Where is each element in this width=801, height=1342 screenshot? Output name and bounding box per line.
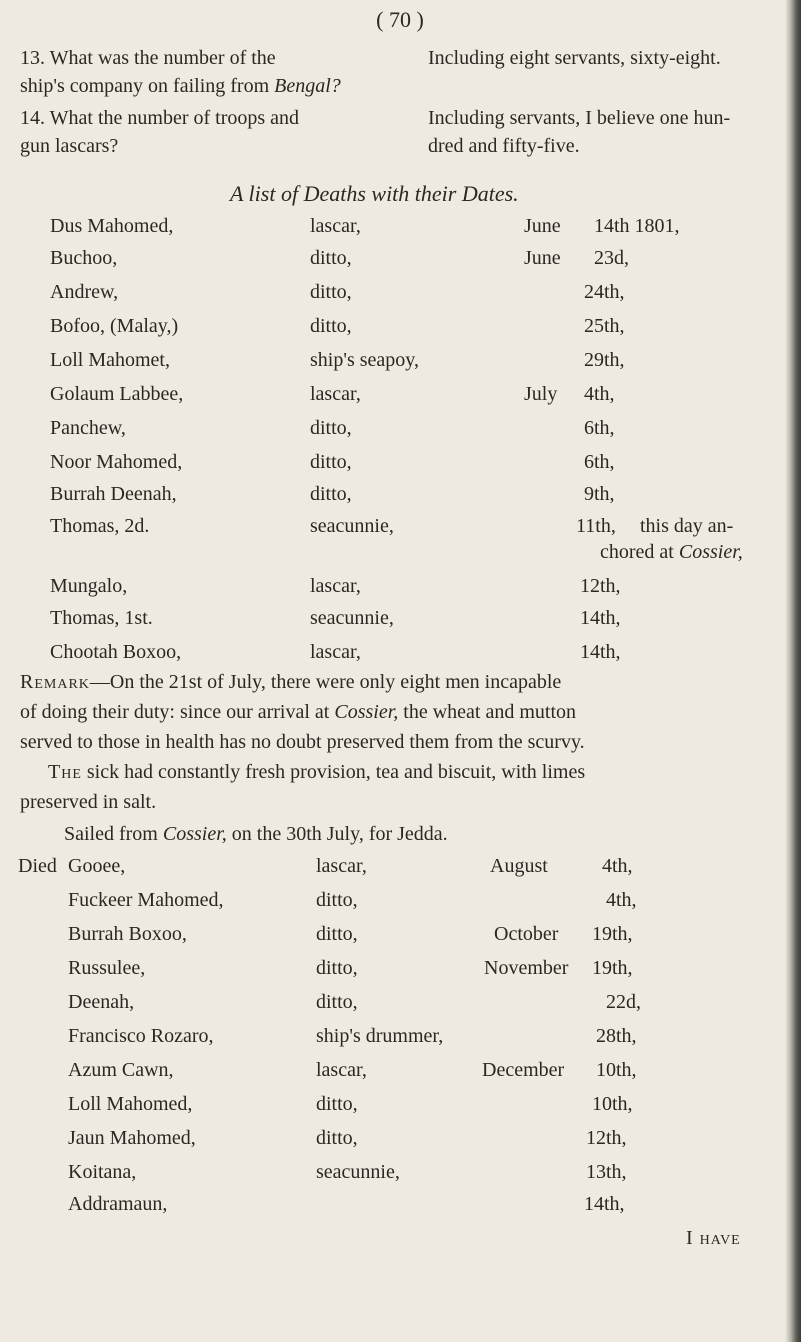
remark-italic: Cossier,	[334, 701, 399, 723]
list-item-date: 29th,	[584, 349, 625, 371]
remark-text: —On the 21st of July, there were only eight men incapable	[89, 671, 562, 693]
list-item-date: 9th,	[584, 483, 615, 505]
list-item-name: Thomas, 1st.	[50, 607, 153, 629]
list-item-date: 14th,	[580, 641, 621, 663]
list-item-role: ditto,	[310, 247, 352, 269]
remark-text: of doing their duty: since our arrival at	[20, 701, 330, 723]
question-italic: Bengal?	[274, 75, 341, 97]
question-13	[20, 46, 276, 70]
list-item-role: ship's drummer,	[316, 1025, 444, 1047]
sailed-text: on the 30th July, for Jedda.	[231, 823, 448, 845]
list-item-name: Deenah,	[68, 991, 135, 1013]
question-14-line-2: gun lascars?	[20, 135, 119, 157]
note-italic: Cossier,	[678, 541, 743, 563]
sailed-line	[64, 822, 448, 846]
page-number: ( 70 )	[376, 7, 424, 32]
list-item-date: 14th,	[584, 1193, 625, 1215]
list-item-note-line-2	[600, 540, 743, 564]
list-item-role: ship's seapoy,	[310, 349, 419, 371]
list-item-role: ditto,	[316, 1127, 358, 1149]
list-item-role: lascar,	[310, 215, 361, 237]
list-item-date: 6th,	[584, 417, 615, 439]
list-item-month: August	[490, 855, 548, 877]
list-item-date: 14th 1801,	[594, 215, 680, 237]
sailed-italic: Cossier,	[162, 823, 227, 845]
list-item-name: Koitana,	[68, 1161, 137, 1183]
question-13-line-2	[20, 74, 341, 98]
died-label: Died	[18, 855, 57, 877]
list-item-name: Chootah Boxoo,	[50, 641, 182, 663]
list-item-role: lascar,	[310, 641, 361, 663]
answer-14-line-2: dred and fifty-five.	[428, 135, 580, 157]
list-item-date: 11th,	[576, 515, 616, 537]
list-item-role: lascar,	[310, 383, 361, 405]
remark-line-3: served to those in health has no doubt preserved them from the scurvy.	[20, 731, 585, 753]
list-item-role: ditto,	[316, 1093, 358, 1115]
list-item-name: Gooee,	[68, 855, 126, 877]
list-item-role: ditto,	[310, 315, 352, 337]
list-item-name: Addramaun,	[68, 1193, 168, 1215]
list-item-role: ditto,	[310, 281, 352, 303]
list-item-role: lascar,	[316, 855, 367, 877]
list-item-name: Golaum Labbee,	[50, 383, 184, 405]
remark-text: sick had constantly fresh provision, tea and biscuit, with limes	[86, 761, 586, 783]
list-item-name: Dus Mahomed,	[50, 215, 174, 237]
remark-label: Remark	[20, 671, 90, 693]
list-item-date: 12th,	[586, 1127, 627, 1149]
list-title	[230, 182, 519, 206]
question-text: What was the number of the	[49, 47, 276, 69]
list-item-date: 12th,	[580, 575, 621, 597]
list-item-name: Russulee,	[68, 957, 146, 979]
list-item-role: ditto,	[316, 991, 358, 1013]
list-item-role: lascar,	[316, 1059, 367, 1081]
list-item-note: this day an-	[640, 515, 734, 537]
list-item-name: Mungalo,	[50, 575, 128, 597]
list-item-month: October	[494, 923, 559, 945]
list-item-month: July	[524, 383, 558, 405]
remark-line-4	[48, 760, 585, 784]
list-item-name: Burrah Deenah,	[50, 483, 177, 505]
list-item-role: ditto,	[310, 483, 352, 505]
list-item-name: Loll Mahomet,	[50, 349, 170, 371]
list-item-role: seacunnie,	[316, 1161, 400, 1183]
sailed-text: Sailed from	[64, 823, 158, 845]
page-edge-shadow	[785, 0, 801, 1342]
list-item-date: 19th,	[592, 957, 633, 979]
list-item-role: ditto,	[310, 451, 352, 473]
list-item-month: December	[482, 1059, 565, 1081]
list-item-date: 13th,	[586, 1161, 627, 1183]
question-text: What the number of troops and	[49, 107, 300, 129]
remark-line-5: preserved in salt.	[20, 791, 157, 813]
remark-line-2	[20, 700, 576, 724]
list-item-name: Thomas, 2d.	[50, 515, 150, 537]
list-item-role: seacunnie,	[310, 607, 394, 629]
list-title-b: of Deaths with their Dates.	[280, 181, 519, 206]
list-item-name: Azum Cawn,	[68, 1059, 174, 1081]
list-item-role: ditto,	[316, 957, 358, 979]
question-number: 13.	[20, 47, 45, 69]
list-item-month: June	[524, 215, 561, 237]
list-item-date: 28th,	[596, 1025, 637, 1047]
list-item-date: 25th,	[584, 315, 625, 337]
list-item-role: ditto,	[316, 923, 358, 945]
list-item-name: Jaun Mahomed,	[68, 1127, 196, 1149]
list-item-name: Andrew,	[50, 281, 119, 303]
list-item-role: lascar,	[310, 575, 361, 597]
note-text: chored at	[600, 541, 674, 563]
list-item-name: Noor Mahomed,	[50, 451, 183, 473]
list-item-date: 4th,	[602, 855, 633, 877]
list-item-name: Bofoo, (Malay,)	[50, 315, 179, 337]
question-14	[20, 106, 299, 130]
list-item-date: 10th,	[596, 1059, 637, 1081]
list-item-date: 4th,	[584, 383, 615, 405]
answer-13: Including eight servants, sixty-eight.	[428, 47, 721, 69]
list-item-role: ditto,	[310, 417, 352, 439]
list-item-date: 10th,	[592, 1093, 633, 1115]
list-item-name: Burrah Boxoo,	[68, 923, 187, 945]
remark-line-1	[20, 670, 561, 694]
list-item-name: Loll Mahomed,	[68, 1093, 193, 1115]
list-item-name: Buchoo,	[50, 247, 118, 269]
list-item-name: Fuckeer Mahomed,	[68, 889, 224, 911]
list-item-date: 23d,	[594, 247, 629, 269]
list-item-date: 4th,	[606, 889, 637, 911]
list-item-role: seacunnie,	[310, 515, 394, 537]
list-item-date: 14th,	[580, 607, 621, 629]
list-item-date: 24th,	[584, 281, 625, 303]
answer-14: Including servants, I believe one hun-	[428, 107, 731, 129]
list-item-date: 6th,	[584, 451, 615, 473]
list-item-role: ditto,	[316, 889, 358, 911]
list-item-date: 22d,	[606, 991, 641, 1013]
list-title-a: A list	[230, 181, 276, 206]
remark-label: The	[48, 761, 82, 783]
question-number: 14.	[20, 107, 45, 129]
list-item-month: November	[484, 957, 569, 979]
remark-text: the wheat and mutton	[403, 701, 576, 723]
list-item-date: 19th,	[592, 923, 633, 945]
list-item-name: Panchew,	[50, 417, 126, 439]
list-item-month: June	[524, 247, 561, 269]
list-item-name: Francisco Rozaro,	[68, 1025, 214, 1047]
question-text: ship's company on failing from	[20, 75, 270, 97]
catchword: I have	[686, 1227, 741, 1249]
